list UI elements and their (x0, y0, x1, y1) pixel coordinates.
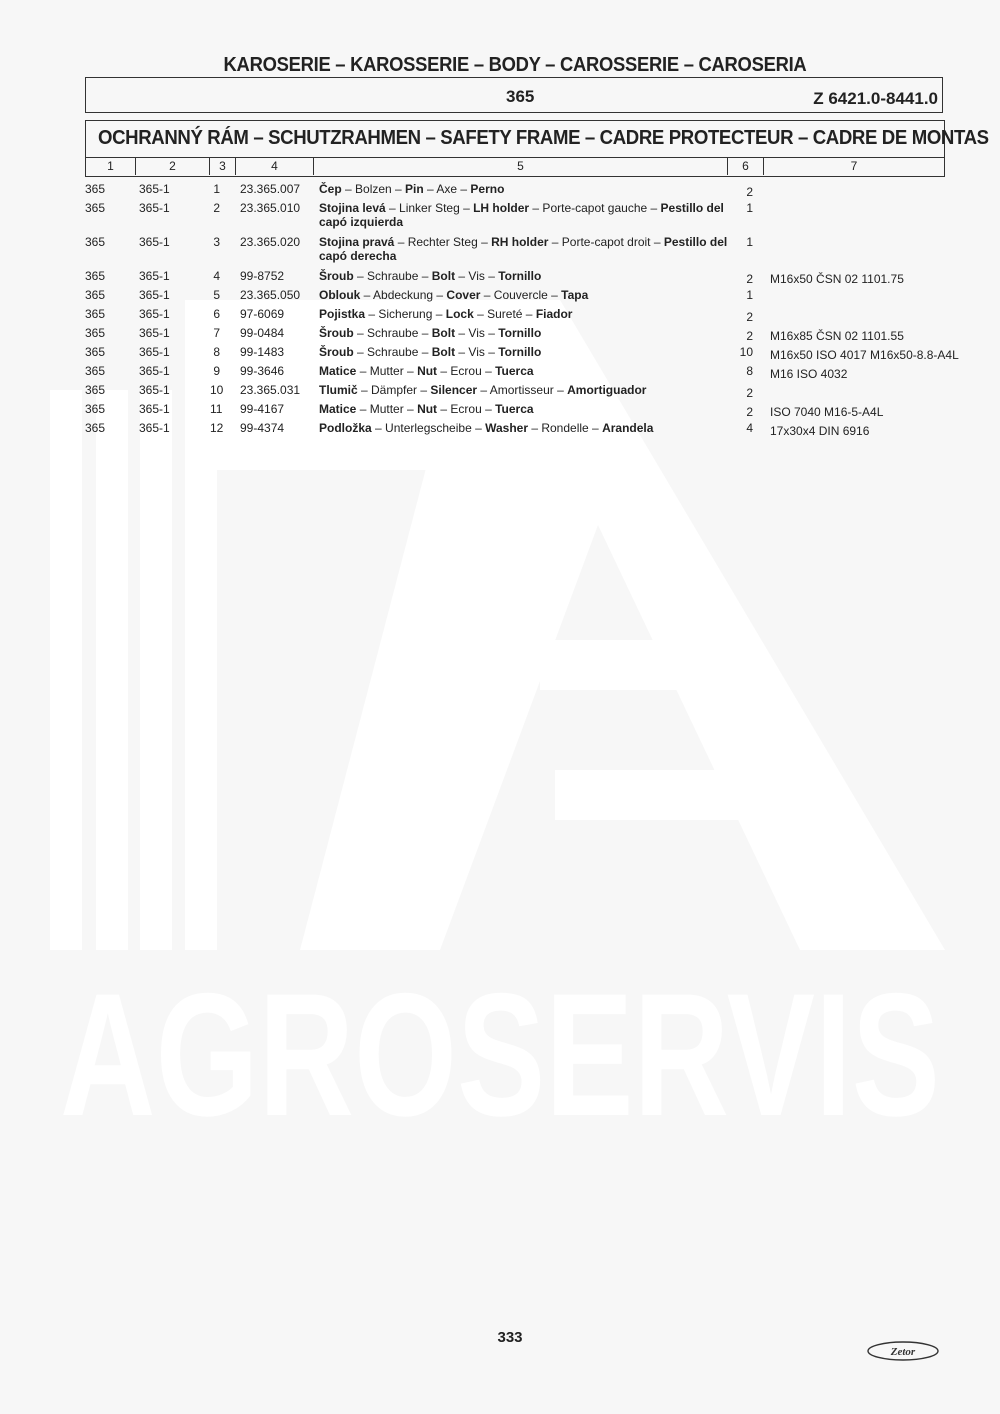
group-cell: 365 (85, 402, 106, 416)
description-cell (319, 201, 729, 229)
assembly-header-box (85, 120, 989, 158)
position-cell: 3 (213, 235, 220, 249)
description-segment: – Porte-capot droit – (548, 235, 664, 249)
group-cell: 365 (85, 201, 106, 215)
description-segment: Pestillo del capó izquierda (319, 201, 724, 229)
group-number: 365 (506, 87, 535, 106)
position-cell: 6 (213, 307, 220, 321)
part-number-cell: 23.365.010 (240, 201, 301, 215)
assembly-cell: 365-1 (139, 345, 170, 359)
column-header-3: 3 (210, 158, 236, 175)
description-segment: Tapa (561, 288, 589, 302)
description-cell (319, 383, 729, 397)
position-cell: 12 (210, 421, 224, 435)
assembly-cell: 365-1 (139, 307, 170, 321)
description-segment: – Mutter – (356, 402, 418, 416)
description-cell (319, 182, 729, 196)
quantity-cell: 2 (746, 272, 753, 286)
description-segment: Podložka (319, 421, 372, 435)
description-cell (319, 421, 729, 435)
description-segment: – Mutter – (356, 364, 418, 378)
description-segment: Nut (417, 364, 438, 378)
description-segment: Tornillo (498, 345, 542, 359)
description-segment: Cover (446, 288, 481, 302)
group-cell: 365 (85, 307, 106, 321)
description-segment: – Porte-capot gauche – (529, 201, 661, 215)
description-segment: – Sicherung – (365, 307, 446, 321)
description-segment: Oblouk (319, 288, 361, 302)
position-cell: 1 (213, 182, 220, 196)
column-header-1: 1 (86, 158, 136, 175)
description-segment: Stojina levá (319, 201, 386, 215)
watermark-text: AGROSERVIS (60, 958, 940, 1153)
part-number-cell: 99-3646 (240, 364, 285, 378)
position-cell: 11 (210, 402, 223, 416)
description-cell (319, 269, 729, 283)
part-number-cell: 97-6069 (240, 307, 285, 321)
description-segment: – Schraube – (353, 345, 432, 359)
description-cell (319, 402, 729, 416)
column-header-4: 4 (236, 158, 314, 175)
section-title: KAROSERIE – KAROSSERIE – BODY – CAROSSERIE – CAROSERIA (223, 54, 807, 76)
description-segment: Šroub (319, 326, 354, 340)
description-segment: – Ecrou – (437, 402, 496, 416)
column-header-5: 5 (314, 158, 728, 175)
description-segment: – Vis – (455, 269, 499, 283)
description-cell (319, 345, 729, 359)
note-cell: M16 ISO 4032 (770, 367, 848, 381)
assembly-cell: 365-1 (139, 421, 170, 435)
description-segment: Perno (470, 182, 505, 196)
description-segment: – Couvercle – (480, 288, 562, 302)
page-number: 333 (497, 1329, 523, 1346)
quantity-cell: 8 (746, 364, 753, 378)
description-segment: LH holder (473, 201, 530, 215)
column-header-2: 2 (136, 158, 210, 175)
note-cell: M16x50 ČSN 02 1101.75 (770, 272, 904, 286)
column-header-row (85, 157, 945, 177)
description-segment: Čep (319, 182, 342, 196)
assembly-cell: 365-1 (139, 235, 170, 249)
description-segment: Fiador (535, 307, 573, 321)
description-segment: Matice (319, 364, 357, 378)
description-segment: – Rondelle – (528, 421, 603, 435)
description-cell (319, 364, 729, 378)
group-cell: 365 (85, 383, 106, 397)
description-segment: – Vis – (455, 326, 499, 340)
description-segment: Stojina pravá (319, 235, 395, 249)
note-cell: 17x30x4 DIN 6916 (770, 424, 870, 438)
model-code: Z 6421.0-8441.0 (813, 89, 938, 108)
part-number-cell: 23.365.050 (240, 288, 301, 302)
group-cell: 365 (85, 269, 106, 283)
group-cell: 365 (85, 235, 106, 249)
description-segment: RH holder (491, 235, 549, 249)
group-cell: 365 (85, 364, 106, 378)
part-number-cell: 23.365.020 (240, 235, 301, 249)
description-segment: Tuerca (495, 402, 534, 416)
description-segment: Lock (445, 307, 474, 321)
part-number-cell: 99-4167 (240, 402, 285, 416)
description-cell (319, 235, 729, 263)
assembly-title: OCHRANNÝ RÁM – SCHUTZRAHMEN – SAFETY FRAME – CADRE PROTECTEUR – CADRE DE MONTAS (98, 127, 989, 149)
group-cell: 365 (85, 182, 106, 196)
quantity-cell: 1 (746, 288, 753, 302)
assembly-cell: 365-1 (139, 288, 170, 302)
position-cell: 4 (213, 269, 220, 283)
description-segment: Nut (417, 402, 438, 416)
description-segment: Tornillo (498, 269, 542, 283)
position-cell: 5 (213, 288, 220, 302)
assembly-cell: 365-1 (139, 182, 170, 196)
description-segment: Šroub (319, 345, 354, 359)
description-segment: Amortiguador (567, 383, 647, 397)
column-header-6: 6 (728, 158, 764, 175)
description-segment: – Schraube – (353, 269, 432, 283)
zetor-logo (866, 1340, 940, 1362)
quantity-cell: 1 (746, 201, 753, 215)
part-number-cell: 99-1483 (240, 345, 285, 359)
description-segment: Pestillo del capó derecha (319, 235, 728, 263)
description-segment: Pojistka (319, 307, 366, 321)
description-segment: Matice (319, 402, 357, 416)
assembly-cell: 365-1 (139, 269, 170, 283)
quantity-cell: 2 (746, 185, 753, 199)
description-segment: – Sureté – (473, 307, 536, 321)
description-segment: – Rechter Steg – (394, 235, 492, 249)
description-segment: Pin (405, 182, 424, 196)
position-cell: 8 (213, 345, 220, 359)
description-segment: – Vis – (455, 345, 499, 359)
group-header-box (85, 77, 943, 113)
assembly-cell: 365-1 (139, 402, 170, 416)
zetor-logo-text: Zetor (890, 1346, 916, 1358)
group-cell: 365 (85, 288, 106, 302)
description-segment: – Unterlegscheibe – (371, 421, 486, 435)
position-cell: 2 (213, 201, 220, 215)
part-number-cell: 99-0484 (240, 326, 285, 340)
column-header-7: 7 (850, 159, 858, 173)
description-segment: Tornillo (498, 326, 542, 340)
position-cell: 7 (213, 326, 220, 340)
group-cell: 365 (85, 345, 106, 359)
note-cell: M16x85 ČSN 02 1101.55 (770, 329, 904, 343)
quantity-cell: 1 (746, 235, 753, 249)
description-segment: – Ecrou – (437, 364, 496, 378)
description-segment: – Schraube – (353, 326, 432, 340)
group-cell: 365 (85, 326, 106, 340)
assembly-cell: 365-1 (139, 364, 170, 378)
part-number-cell: 23.365.007 (240, 182, 301, 196)
description-segment: Arandela (602, 421, 654, 435)
position-cell: 10 (210, 383, 224, 397)
quantity-cell: 2 (746, 386, 753, 400)
quantity-cell: 2 (746, 329, 753, 343)
part-number-cell: 23.365.031 (240, 383, 301, 397)
note-cell: M16x50 ISO 4017 M16x50-8.8-A4L (770, 348, 959, 362)
description-cell (319, 326, 729, 340)
description-cell (319, 288, 729, 302)
description-segment: Tlumič (319, 383, 358, 397)
description-segment: Bolt (431, 345, 456, 359)
assembly-cell: 365-1 (139, 201, 170, 215)
assembly-cell: 365-1 (139, 383, 170, 397)
description-segment: – Abdeckung – (360, 288, 447, 302)
position-cell: 9 (213, 364, 220, 378)
description-segment: – Amortisseur – (477, 383, 568, 397)
description-cell (319, 307, 729, 321)
part-number-cell: 99-8752 (240, 269, 285, 283)
description-segment: Tuerca (495, 364, 534, 378)
description-segment: – Axe – (423, 182, 471, 196)
description-segment: Silencer (430, 383, 478, 397)
part-number-cell: 99-4374 (240, 421, 285, 435)
quantity-cell: 10 (739, 345, 753, 359)
description-segment: – Bolzen – (341, 182, 406, 196)
quantity-cell: 2 (746, 405, 753, 419)
note-cell: ISO 7040 M16-5-A4L (770, 405, 884, 419)
assembly-cell: 365-1 (139, 326, 170, 340)
description-segment: – Dämpfer – (357, 383, 431, 397)
group-cell: 365 (85, 421, 106, 435)
description-segment: Bolt (431, 326, 456, 340)
quantity-cell: 4 (746, 421, 753, 435)
description-segment: Bolt (431, 269, 456, 283)
description-segment: – Linker Steg – (385, 201, 474, 215)
description-segment: Washer (485, 421, 528, 435)
description-segment: Šroub (319, 269, 354, 283)
quantity-cell: 2 (746, 310, 753, 324)
